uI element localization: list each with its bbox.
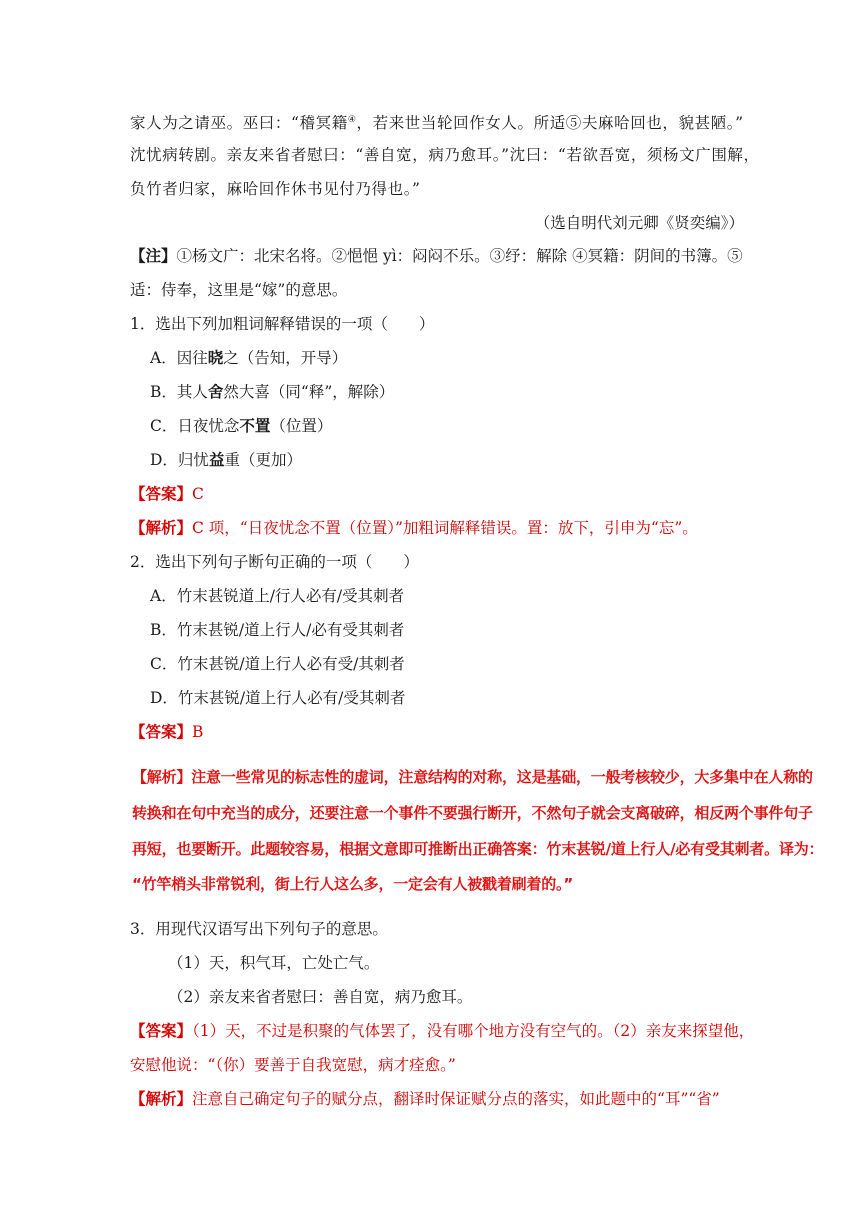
q2-analysis-line-1: 【解析】注意一些常见的标志性的虚词，注意结构的对称，这是基础，一般考核较少，大多集中在人称的 (132, 768, 813, 786)
q2-analysis-line-4: “竹竿梢头非常锐利，街上行人这么多，一定会有人被戳着刷着的。” (132, 875, 574, 893)
q1-option-a: A．因往晓之（告知，开导） (150, 348, 348, 367)
note-line-2: 适：侍奉，这里是“嫁”的意思。 (130, 281, 348, 299)
q2-answer: 【答案】B (130, 722, 204, 741)
footnote-marker: ④ (347, 115, 357, 125)
q1-option-c: C．日夜忧念不置（位置） (150, 416, 333, 435)
q2-option-b: B．竹末甚锐/道上行人/必有受其刺者 (150, 621, 405, 639)
q2-analysis-line-3: 再短，也要断开。此题较容易，根据文意即可推断出正确答案：竹末甚锐/道上行人/必有受其刺者。译为： (132, 840, 824, 858)
q3-answer-line-1: 【答案】（1）天，不过是积聚的气体罢了，没有哪个地方没有空气的。（2）亲友来探望他， (130, 1021, 755, 1040)
q3-analysis: 【解析】注意自己确定句子的赋分点，翻译时保证赋分点的落实，如此题中的“耳”“省” (130, 1089, 720, 1108)
q3-stem: 3．用现代汉语写出下列句子的意思。 (130, 920, 388, 938)
q3-sub-2: （2）亲友来省者慰曰：善自宽，病乃愈耳。 (168, 988, 473, 1006)
passage-line-1: 家人为之请巫。巫曰：“稽冥籍④，若来世当轮回作女人。所适⑤夫麻哈回也，貌甚陋。” (130, 114, 744, 133)
q1-analysis: 【解析】C 项，“日夜忧念不置（位置）”加粗词解释错误。置：放下，引申为“忘”。 (130, 518, 698, 537)
q3-sub-1: （1）天，积气耳，亡处亡气。 (168, 954, 380, 972)
q2-stem: 2．选出下列句子断句正确的一项（ ） (130, 553, 419, 571)
note-tag: 【注】 (130, 246, 177, 265)
q2-analysis-line-2: 转换和在句中充当的成分，还要注意一个事件不要强行断开，不然句子就会支离破碎，相反两个事件句子 (132, 804, 813, 822)
q1-option-d: D．归忧益重（更加） (150, 450, 302, 469)
q3-answer-line-2: 安慰他说：“（你）要善于自我宽慰，病才痊愈。” (130, 1056, 456, 1074)
passage-source: （选自明代刘元卿《贤奕编》） (534, 214, 744, 232)
q1-option-b: B．其人舍然大喜（同“释”，解除） (150, 382, 395, 401)
q2-option-d: D．竹末甚锐/道上行人必有/受其刺者 (150, 689, 406, 707)
q1-answer: 【答案】C (130, 484, 204, 503)
q1-stem: 1．选出下列加粗词解释错误的一项（ ） (130, 315, 435, 333)
q2-option-c: C．竹末甚锐/道上行人必有受/其刺者 (150, 655, 405, 673)
passage-line-2: 沈忧病转剧。亲友来省者慰曰：“善自宽，病乃愈耳。”沈曰：“若欲吾宽，须杨文广围解， (130, 146, 760, 164)
note-line-1: 【注】①杨文广：北宋名将。②悒悒 yì：闷闷不乐。③纾：解除 ④冥籍：阴间的书簿。⑤ (130, 246, 743, 265)
passage-line-3: 负竹者归家，麻哈回作休书见付乃得也。” (130, 180, 421, 198)
q2-option-a: A．竹末甚锐道上/行人必有/受其刺者 (150, 587, 405, 605)
